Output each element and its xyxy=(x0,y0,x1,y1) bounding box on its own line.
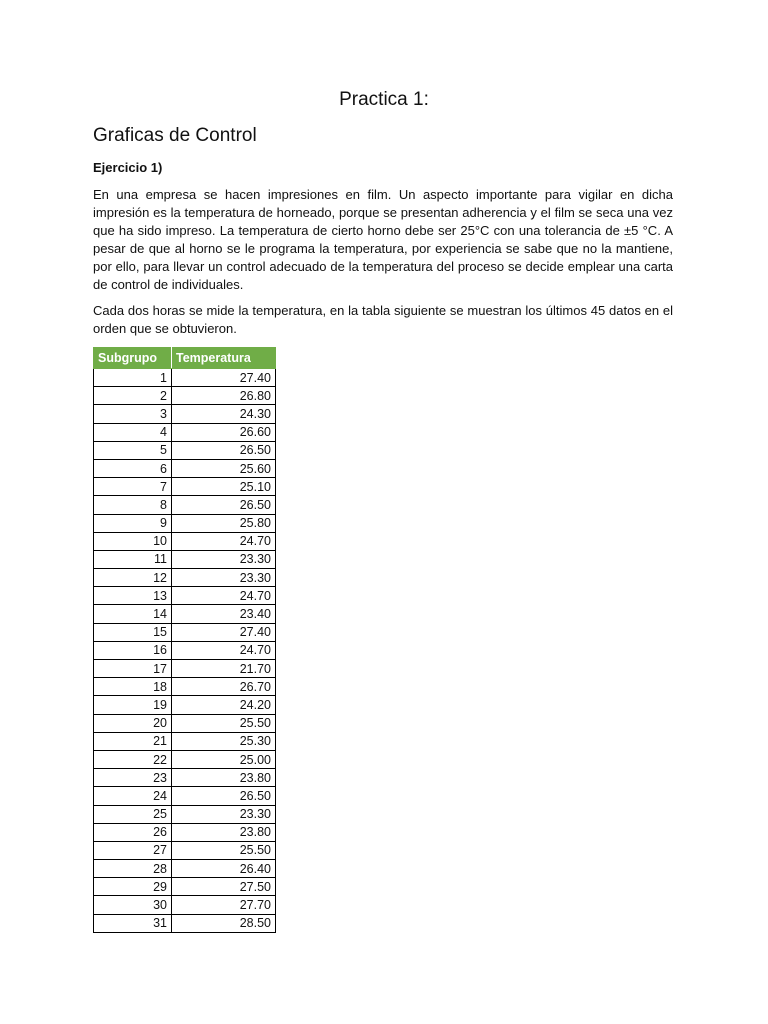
temperatura-cell: 21.70 xyxy=(172,660,276,678)
table-row xyxy=(94,678,276,696)
temperatura-cell: 27.50 xyxy=(172,878,276,896)
temperatura-cell: 26.40 xyxy=(172,860,276,878)
column-header-temperatura: Temperatura xyxy=(172,348,276,369)
table-row xyxy=(94,696,276,714)
subgrupo-cell: 8 xyxy=(94,496,172,514)
table-row xyxy=(94,660,276,678)
subgrupo-cell: 23 xyxy=(94,769,172,787)
table-row xyxy=(94,514,276,532)
subgrupo-cell: 2 xyxy=(94,387,172,405)
temperatura-cell: 27.40 xyxy=(172,369,276,387)
table-row xyxy=(94,860,276,878)
temperatura-cell: 24.70 xyxy=(172,532,276,550)
table-row xyxy=(94,532,276,550)
subgrupo-cell: 28 xyxy=(94,860,172,878)
temperatura-cell: 25.30 xyxy=(172,732,276,750)
subgrupo-cell: 18 xyxy=(94,678,172,696)
subgrupo-cell: 11 xyxy=(94,550,172,568)
temperatura-cell: 23.30 xyxy=(172,569,276,587)
table-row xyxy=(94,459,276,477)
subgrupo-cell: 19 xyxy=(94,696,172,714)
temperatura-cell: 27.40 xyxy=(172,623,276,641)
table-row xyxy=(94,896,276,914)
subgrupo-cell: 21 xyxy=(94,732,172,750)
subgrupo-cell: 5 xyxy=(94,441,172,459)
table-row xyxy=(94,550,276,568)
temperatura-cell: 23.30 xyxy=(172,550,276,568)
temperatura-cell: 28.50 xyxy=(172,914,276,932)
temperatura-cell: 23.80 xyxy=(172,823,276,841)
table-row xyxy=(94,496,276,514)
temperatura-cell: 24.70 xyxy=(172,587,276,605)
temperatura-cell: 25.80 xyxy=(172,514,276,532)
column-header-subgrupo: Subgrupo xyxy=(94,348,172,369)
data-intro-paragraph: Cada dos horas se mide la temperatura, en la tabla siguiente se muestran los últimos 45 datos en el orden que se obtuvieron. xyxy=(93,303,673,336)
subgrupo-cell: 29 xyxy=(94,878,172,896)
subgrupo-cell: 15 xyxy=(94,623,172,641)
subgrupo-cell: 9 xyxy=(94,514,172,532)
temperatura-cell: 24.30 xyxy=(172,405,276,423)
subgrupo-cell: 12 xyxy=(94,569,172,587)
table-row xyxy=(94,423,276,441)
subgrupo-cell: 13 xyxy=(94,587,172,605)
subgrupo-cell: 30 xyxy=(94,896,172,914)
table-row xyxy=(94,441,276,459)
temperatura-cell: 27.70 xyxy=(172,896,276,914)
subgrupo-cell: 31 xyxy=(94,914,172,932)
table-row xyxy=(94,641,276,659)
subgrupo-cell: 17 xyxy=(94,660,172,678)
section-heading: Graficas de Control xyxy=(93,125,257,146)
table-row xyxy=(94,714,276,732)
table-row xyxy=(94,823,276,841)
problem-paragraph: En una empresa se hacen impresiones en film. Un aspecto importante para vigilar en dicha impresión es la temperatura de horneado, porque se presentan adherencia y el film se seca una vez que ha sido impreso. La temperatura de cierto horno debe ser 25°C con una tolerancia de ±5 °C. A pesar de que al horno se le programa la temperatura, por experiencia se sabe que no la mantiene, por ello, para llevar un control adecuado de la temperatura del proceso se decide emplear una carta de control de individuales. xyxy=(93,187,673,292)
subgrupo-cell: 27 xyxy=(94,841,172,859)
table-row xyxy=(94,387,276,405)
table-row xyxy=(94,787,276,805)
table-row xyxy=(94,569,276,587)
temperatura-cell: 26.50 xyxy=(172,496,276,514)
temperatura-cell: 25.50 xyxy=(172,841,276,859)
subgrupo-cell: 10 xyxy=(94,532,172,550)
subgrupo-cell: 25 xyxy=(94,805,172,823)
table-row xyxy=(94,841,276,859)
temperatura-cell: 25.10 xyxy=(172,478,276,496)
subgrupo-cell: 26 xyxy=(94,823,172,841)
subgrupo-cell: 1 xyxy=(94,369,172,387)
table-row xyxy=(94,805,276,823)
temperatura-cell: 23.80 xyxy=(172,769,276,787)
table-row xyxy=(94,914,276,932)
temperatura-cell: 26.50 xyxy=(172,441,276,459)
table-row xyxy=(94,878,276,896)
temperature-table xyxy=(93,347,276,933)
subgrupo-cell: 3 xyxy=(94,405,172,423)
temperatura-cell: 26.70 xyxy=(172,678,276,696)
subgrupo-cell: 24 xyxy=(94,787,172,805)
temperatura-cell: 26.50 xyxy=(172,787,276,805)
temperatura-cell: 25.00 xyxy=(172,750,276,768)
document-title: Practica 1: xyxy=(339,89,429,110)
temperatura-cell: 25.60 xyxy=(172,459,276,477)
temperatura-cell: 25.50 xyxy=(172,714,276,732)
table-row xyxy=(94,605,276,623)
subgrupo-cell: 7 xyxy=(94,478,172,496)
exercise-heading: Ejercicio 1) xyxy=(93,160,163,175)
table-row xyxy=(94,369,276,387)
subgrupo-cell: 16 xyxy=(94,641,172,659)
subgrupo-cell: 20 xyxy=(94,714,172,732)
table-row xyxy=(94,769,276,787)
temperatura-cell: 23.40 xyxy=(172,605,276,623)
temperatura-cell: 23.30 xyxy=(172,805,276,823)
subgrupo-cell: 4 xyxy=(94,423,172,441)
table-row xyxy=(94,623,276,641)
table-body xyxy=(94,369,276,933)
subgrupo-cell: 6 xyxy=(94,459,172,477)
temperatura-cell: 26.60 xyxy=(172,423,276,441)
temperatura-cell: 24.70 xyxy=(172,641,276,659)
table-row xyxy=(94,750,276,768)
subgrupo-cell: 22 xyxy=(94,750,172,768)
table-row xyxy=(94,405,276,423)
table-row xyxy=(94,732,276,750)
temperatura-cell: 26.80 xyxy=(172,387,276,405)
temperatura-cell: 24.20 xyxy=(172,696,276,714)
table-row xyxy=(94,587,276,605)
subgrupo-cell: 14 xyxy=(94,605,172,623)
table-header-row xyxy=(94,348,276,369)
table-row xyxy=(94,478,276,496)
